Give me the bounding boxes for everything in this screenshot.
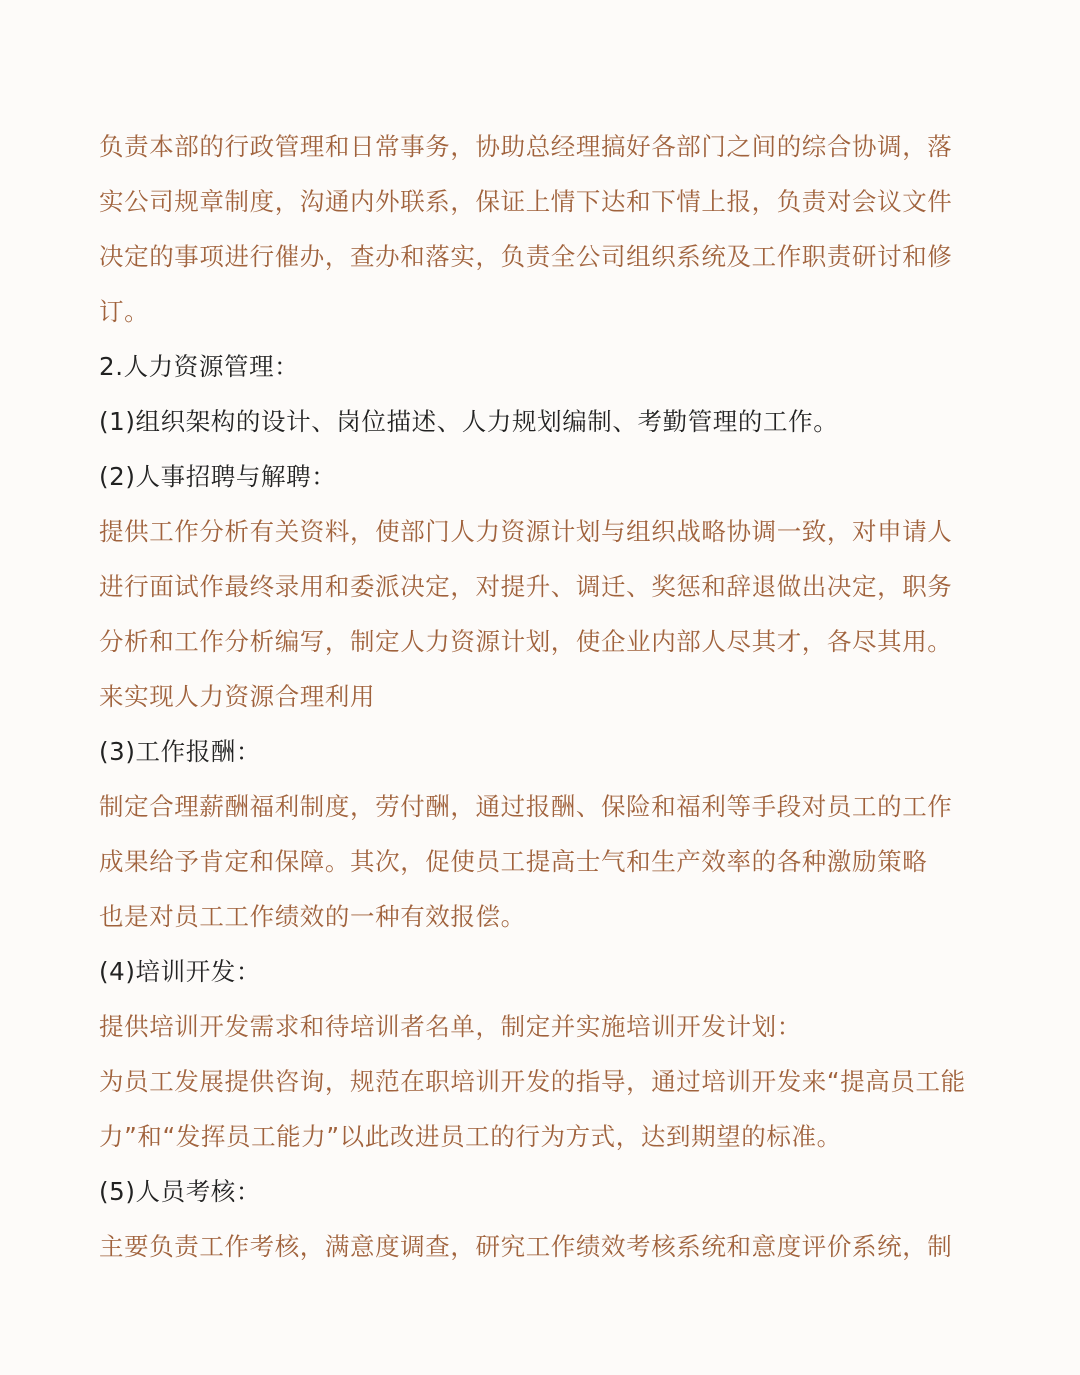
section-heading: 2.人力资源管理： <box>99 352 300 381</box>
paragraph-line: 也是对员工工作绩效的一种有效报偿。 <box>99 902 526 931</box>
paragraph-line: 成果给予肯定和保障。其次，促使员工提高士气和生产效率的各种激励策略 <box>99 847 928 876</box>
paragraph-line: 订。 <box>99 297 150 326</box>
paragraph-line: 制定合理薪酬福利制度，劳付酬，通过报酬、保险和福利等手段对员工的工作 <box>99 792 953 821</box>
subsection-heading: (1)组织架构的设计、岗位描述、人力规划编制、考勤管理的工作。 <box>99 407 839 436</box>
paragraph-line: 决定的事项进行催办，查办和落实，负责全公司组织系统及工作职责研讨和修 <box>99 242 953 271</box>
paragraph-line: 负责本部的行政管理和日常事务，协助总经理搞好各部门之间的综合协调，落 <box>99 132 953 161</box>
document-body <box>99 119 989 1274</box>
subsection-heading: (5)人员考核： <box>99 1177 262 1206</box>
paragraph-line: 分析和工作分析编写，制定人力资源计划，使企业内部人尽其才，各尽其用。 <box>99 627 953 656</box>
paragraph-line: 为员工发展提供咨询，规范在职培训开发的指导，通过培训开发来“提高员工能 <box>99 1067 966 1096</box>
paragraph-line: 来实现人力资源合理利用 <box>99 682 376 711</box>
paragraph-line: 进行面试作最终录用和委派决定，对提升、调迁、奖惩和辞退做出决定，职务 <box>99 572 953 601</box>
subsection-heading: (4)培训开发： <box>99 957 262 986</box>
paragraph-line: 力”和“发挥员工能力”以此改进员工的行为方式，达到期望的标准。 <box>99 1122 842 1151</box>
subsection-heading: (2)人事招聘与解聘： <box>99 462 337 491</box>
paragraph-line: 提供工作分析有关资料，使部门人力资源计划与组织战略协调一致，对申请人 <box>99 517 953 546</box>
subsection-heading: (3)工作报酬： <box>99 737 262 766</box>
paragraph-line: 主要负责工作考核，满意度调查，研究工作绩效考核系统和意度评价系统，制 <box>99 1232 953 1261</box>
paragraph-line: 实公司规章制度，沟通内外联系，保证上情下达和下情上报，负责对会议文件 <box>99 187 953 216</box>
paragraph-line: 提供培训开发需求和待培训者名单，制定并实施培训开发计划： <box>99 1012 802 1041</box>
